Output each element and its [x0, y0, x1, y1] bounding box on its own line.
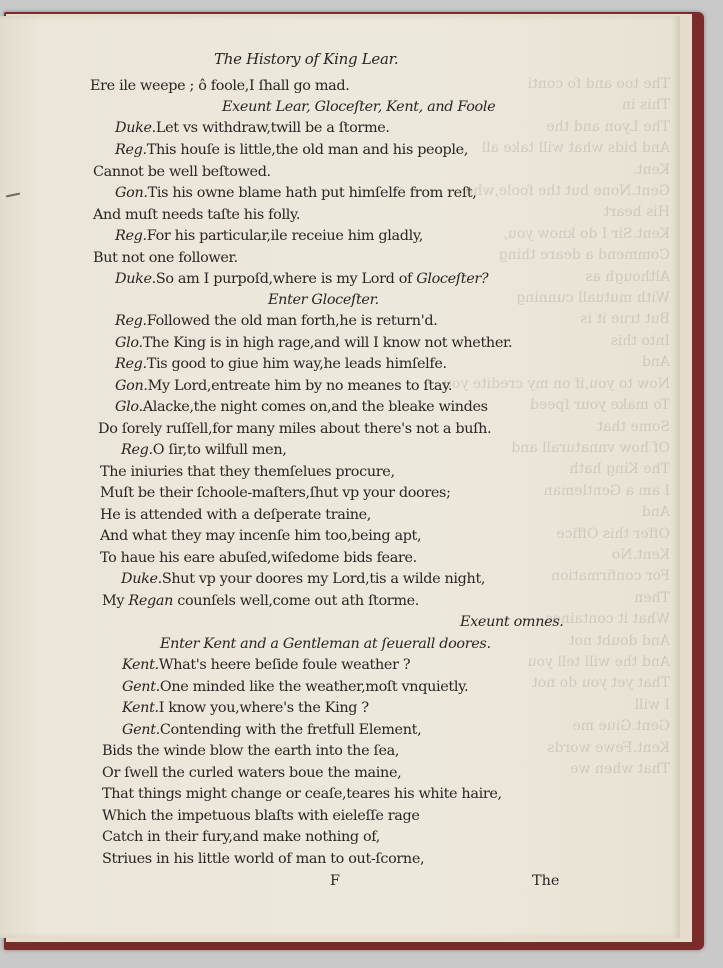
- speaker-name: Glo.: [115, 399, 143, 415]
- text-line: Reg.For his particular,ile receiue him gladly,: [115, 228, 423, 244]
- text-line: Do ſorely ruſſell,for many miles about there's not a buſh.: [98, 421, 492, 437]
- speaker-name: Gent.: [122, 679, 160, 695]
- text-line: But not one follower.: [93, 250, 238, 266]
- text-line: Reg.Tis good to giue him way,he leads himſelfe.: [115, 356, 447, 372]
- text-line: Duke.Shut vp your doores my Lord,tis a wilde night,: [121, 571, 486, 587]
- text-line: Gon.Tis his owne blame hath put himſelfe from reſt,: [115, 185, 477, 201]
- text-line: And muſt needs taſte his folly.: [93, 207, 301, 223]
- text-line: My Regan counſels well,come out ath ſtorme.: [102, 593, 420, 609]
- text-line: Gent.Contending with the fretfull Element,: [122, 722, 422, 738]
- page-text: [0, 16, 680, 938]
- speaker-name: Reg.: [115, 142, 147, 158]
- show-through-text: The too and fo conti This in The Lyon and the And bids what will take all Kent. Gent.None but the foole,who His heart Kent.Sir I do know you, Commend a deare thing Although as With mutuall cunning But true it is Into this And Now to you,if on my credite you To make your ſpeed Some that Of how vnnaturall and The King hath I am a Gentleman And Offer this Office Kent.No For confirmation Then What it containes And doubt not And the will tell you That yet you do not I will Gent.Giue me Kent.Fewe words That when we: [442, 76, 670, 777]
- stage-direction: Exeunt omnes.: [460, 614, 564, 630]
- speaker-name: Gent.: [122, 722, 160, 738]
- text-line: To haue his eare abuſed,wiſedome bids feare.: [100, 550, 417, 566]
- stage-direction: Enter Kent and a Gentleman at ſeuerall doores.: [160, 636, 491, 652]
- text-line: Duke.So am I purpoſd,where is my Lord of Gloceſter?: [115, 271, 489, 287]
- speaker-name: Reg.: [121, 442, 153, 458]
- text-line: Gent.One minded like the weather,moſt vnquietly.: [122, 679, 469, 695]
- text-line: He is attended with a deſperate traine,: [100, 507, 372, 523]
- speaker-name: Reg.: [115, 313, 147, 329]
- text-line: Striues in his little world of man to out-ſcorne,: [102, 851, 425, 867]
- text-line: Catch in their fury,and make nothing of,: [102, 829, 380, 845]
- speaker-name: Reg.: [115, 228, 147, 244]
- text-line: Which the impetuous blaſts with eieleſſe rage: [102, 808, 420, 824]
- speaker-name: Kent.: [122, 657, 159, 673]
- text-line: Or ſwell the curled waters boue the maine,: [102, 765, 402, 781]
- text-line: The iniuries that they themſelues procure,: [100, 464, 395, 480]
- stage-direction: Exeunt Lear, Gloceſter, Kent, and Foole: [222, 99, 496, 115]
- text-line: Duke.Let vs withdraw,twill be a ſtorme.: [115, 120, 390, 136]
- speaker-name: Duke.: [115, 271, 156, 287]
- stage-direction: Enter Gloceſter.: [268, 292, 379, 308]
- book-page: [0, 16, 680, 938]
- text-line: Kent.What's heere beſide foule weather ?: [122, 657, 411, 673]
- text-line: Reg.O ſir,to wilfull men,: [121, 442, 287, 458]
- signature-mark: F: [330, 873, 340, 889]
- speaker-name: Gon.: [115, 378, 148, 394]
- text-line: Glo.Alacke,the night comes on,and the bleake windes: [115, 399, 488, 415]
- text-line: Bids the winde blow the earth into the ſea,: [102, 743, 400, 759]
- text-line: Cannot be well beſtowed.: [93, 164, 271, 180]
- text-line: Reg.This houſe is little,the old man and his people,: [115, 142, 469, 158]
- text-line: And what they may incenſe him too,being apt,: [100, 528, 422, 544]
- text-line: Glo.The King is in high rage,and will I know not whether.: [115, 335, 513, 351]
- speaker-name: Glo.: [115, 335, 143, 351]
- catchword: The: [532, 873, 560, 889]
- speaker-name: Kent.: [122, 700, 159, 716]
- speaker-name: Duke.: [121, 571, 162, 587]
- speaker-name: Duke.: [115, 120, 156, 136]
- speaker-name: Reg.: [115, 356, 147, 372]
- speaker-name: Gon.: [115, 185, 148, 201]
- text-line: Kent.I know you,where's the King ?: [122, 700, 369, 716]
- text-line: Reg.Followed the old man forth,he is return'd.: [115, 313, 438, 329]
- text-line: Gon.My Lord,entreate him by no meanes to ſtay.: [115, 378, 453, 394]
- text-line: Muſt be their ſchoole-maſters,ſhut vp your doores;: [100, 485, 451, 501]
- speaker-name: Regan: [128, 593, 174, 609]
- text-line: That things might change or ceaſe,teares his white haire,: [102, 786, 502, 802]
- text-line: Ere ile weepe ; ô foole,I ſhall go mad.: [90, 78, 350, 94]
- running-head: The History of King Lear.: [214, 50, 399, 68]
